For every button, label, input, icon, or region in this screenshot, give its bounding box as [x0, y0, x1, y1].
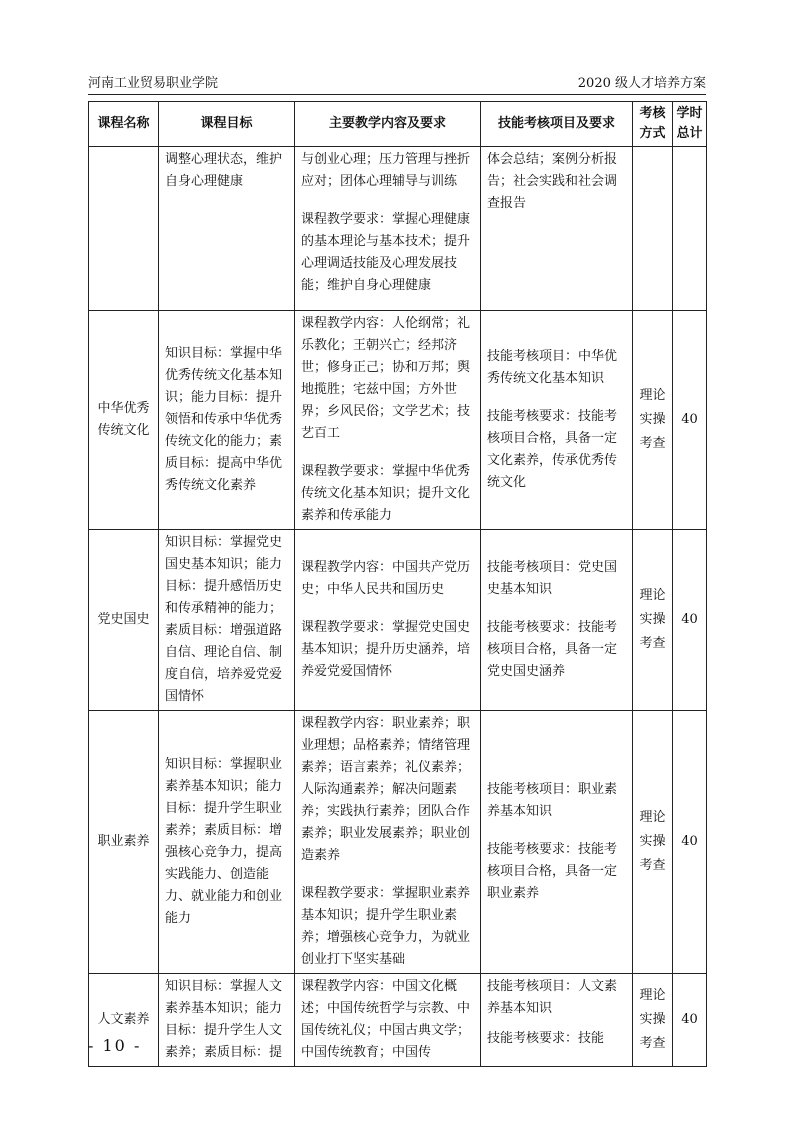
method-line: 实操	[639, 612, 666, 627]
col-header-hours-line: 总计	[676, 126, 703, 141]
course-goal: 知识目标：掌握党史国史基本知识；能力目标：提升感悟历史和传承精神的能力；素质目标：增强道路自信、理论自信、制度自信，培养爱党爱国情怀	[159, 530, 295, 711]
skill-requirement: 技能考核要求：技能	[487, 1031, 605, 1046]
skill-item: 技能考核项目：党史国史基本知识	[487, 560, 618, 597]
skill-item: 技能考核项目：中华优秀传统文化基本知识	[487, 349, 618, 386]
course-content	[295, 311, 481, 530]
skill-item: 技能考核项目：人文素养基本知识	[487, 979, 618, 1016]
col-header-name: 课程名称	[89, 102, 159, 147]
content-requirement: 课程教学要求：掌握职业素养基本知识；提升学生职业素养；增强核心竞争力，为就业创业打下坚实基础	[301, 886, 471, 967]
content-requirement: 课程教学要求：掌握中华优秀传统文化基本知识；提升文化素养和传承能力	[301, 464, 471, 523]
method-line: 理论	[639, 810, 666, 825]
skill-requirement: 技能考核要求：技能考核项目合格，具备一定文化素养，传承优秀传统文化	[487, 409, 618, 490]
table-header-row	[89, 102, 707, 147]
course-content	[295, 711, 481, 974]
method-line: 实操	[639, 1012, 666, 1027]
content-main: 课程教学内容：中国共产党历史；中华人民共和国历史	[301, 560, 471, 597]
course-table	[88, 101, 707, 1067]
col-header-method	[633, 102, 673, 147]
course-goal: 知识目标：掌握人文素养基本知识；能力目标：提升学生人文素养；素质目标：提	[159, 974, 295, 1067]
course-goal: 调整心理状态，维护自身心理健康	[159, 147, 295, 311]
content-main: 课程教学内容：中国文化概述；中国传统哲学与宗教、中国传统礼仪；中国古典文学；中国传统教育；中国传	[301, 979, 471, 1060]
skill-requirement: 技能考核要求：技能考核项目合格，具备一定党史国史涵养	[487, 620, 618, 679]
skill-assessment	[481, 530, 633, 711]
skill-assessment	[481, 311, 633, 530]
col-header-hours	[673, 102, 707, 147]
table-row	[89, 147, 707, 311]
course-name: 党史国史	[89, 530, 159, 711]
skill-requirement: 技能考核要求：技能考核项目合格，具备一定职业素养	[487, 842, 618, 901]
course-content	[295, 147, 481, 311]
page-header	[88, 72, 706, 95]
course-goal: 知识目标：掌握职业素养基本知识；能力目标：提升学生职业素养；素质目标：增强核心竞争力，提高实践能力、创造能力、就业能力和创业能力	[159, 711, 295, 974]
assessment-method	[633, 711, 673, 974]
assessment-method	[633, 974, 673, 1067]
course-content	[295, 974, 481, 1067]
table-row	[89, 974, 707, 1067]
method-line: 考查	[639, 858, 666, 873]
course-name	[89, 147, 159, 311]
assessment-method	[633, 530, 673, 711]
assessment-method	[633, 311, 673, 530]
total-hours: 40	[673, 311, 707, 530]
table-row	[89, 530, 707, 711]
col-header-method-line: 考核	[639, 106, 666, 121]
skill-item: 技能考核项目：职业素养基本知识	[487, 782, 618, 819]
skill-assessment	[481, 974, 633, 1067]
method-line: 实操	[639, 834, 666, 849]
course-name: 人文素养	[89, 974, 159, 1067]
method-line: 考查	[639, 636, 666, 651]
content-main: 课程教学内容：人伦纲常；礼乐教化；王朝兴亡；经邦济世；修身正己；协和万邦；舆地揽胜；宅兹中国；方外世界；乡风民俗；文学艺术；技艺百工	[301, 316, 471, 441]
method-line: 考查	[639, 436, 666, 451]
course-goal: 知识目标：掌握中华优秀传统文化基本知识；能力目标：提升领悟和传承中华优秀传统文化的能力；素质目标：提高中华优秀传统文化素养	[159, 311, 295, 530]
total-hours: 40	[673, 530, 707, 711]
assessment-method	[633, 147, 673, 311]
content-main: 课程教学内容：职业素养；职业理想；品格素养；情绪管理素养；语言素养；礼仪素养；人际沟通素养；解决问题素养；实践执行素养；团队合作素养；职业发展素养；职业创造素养	[301, 716, 471, 863]
method-line: 考查	[639, 1036, 666, 1051]
header-school: 河南工业贸易职业学院	[88, 76, 219, 91]
col-header-method-line: 方式	[639, 126, 666, 141]
col-header-skill: 技能考核项目及要求	[481, 102, 633, 147]
col-header-hours-line: 学时	[676, 106, 703, 121]
content-main: 与创业心理；压力管理与挫折应对；团体心理辅导与训练	[301, 152, 471, 189]
col-header-content: 主要教学内容及要求	[295, 102, 481, 147]
content-requirement: 课程教学要求：掌握党史国史基本知识；提升历史涵养，培养爱党爱国情怀	[301, 620, 471, 679]
total-hours: 40	[673, 974, 707, 1067]
skill-item: 体会总结；案例分析报告；社会实践和社会调查报告	[487, 152, 618, 211]
skill-assessment	[481, 147, 633, 311]
course-name: 职业素养	[89, 711, 159, 974]
page-number: - 10 -	[88, 1036, 142, 1055]
method-line: 理论	[639, 988, 666, 1003]
table-row	[89, 711, 707, 974]
header-plan-title: 2020 级人才培养方案	[577, 76, 706, 91]
table-row	[89, 311, 707, 530]
col-header-goal: 课程目标	[159, 102, 295, 147]
method-line: 理论	[639, 388, 666, 403]
course-content	[295, 530, 481, 711]
method-line: 理论	[639, 588, 666, 603]
total-hours	[673, 147, 707, 311]
course-name: 中华优秀传统文化	[89, 311, 159, 530]
skill-assessment	[481, 711, 633, 974]
method-line: 实操	[639, 412, 666, 427]
total-hours: 40	[673, 711, 707, 974]
content-requirement: 课程教学要求：掌握心理健康的基本理论与基本技术；提升心理调适技能及心理发展技能；维护自身心理健康	[301, 212, 471, 293]
